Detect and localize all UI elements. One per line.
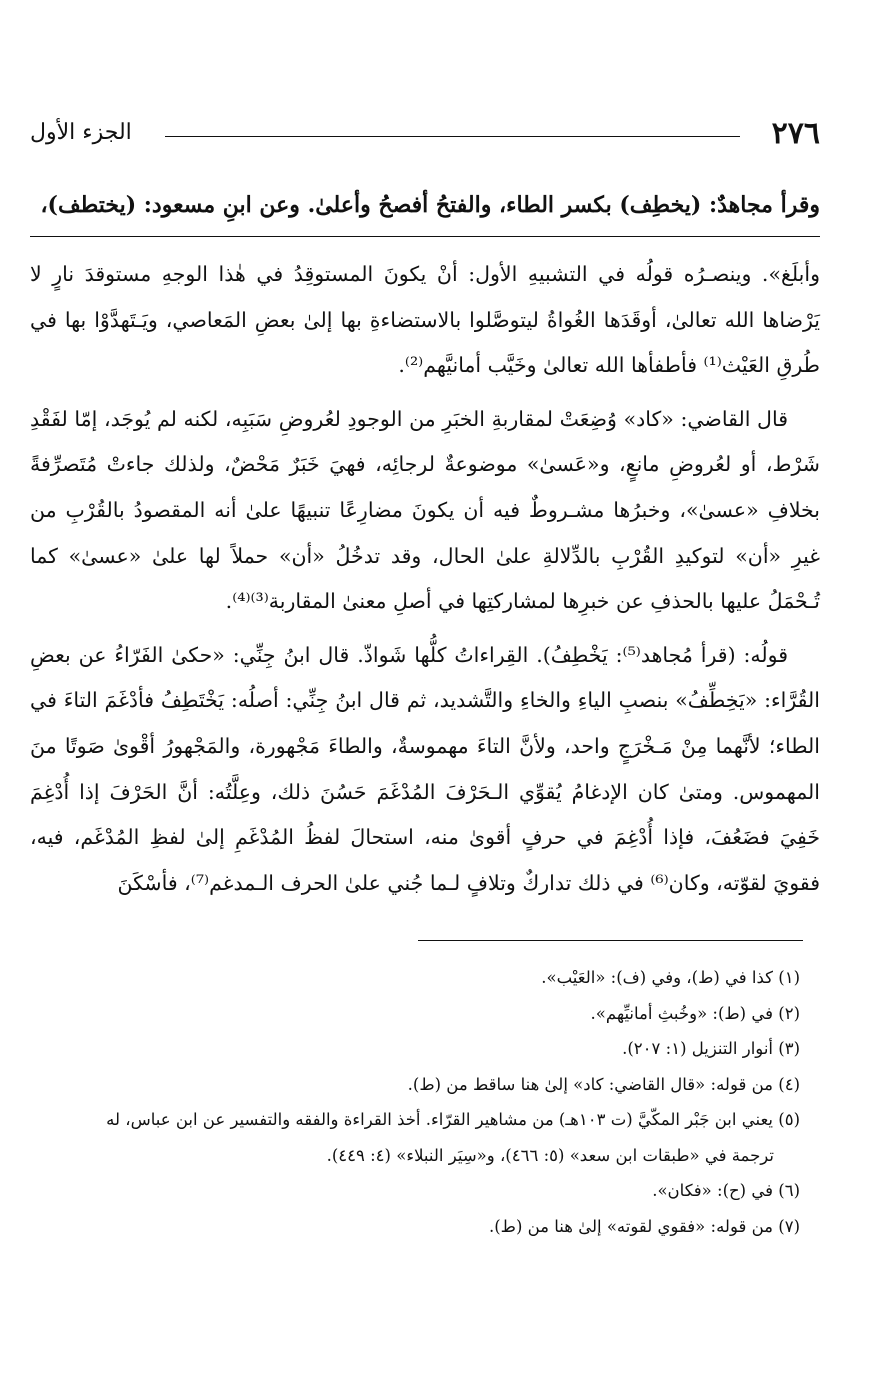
- footnote-4: (٤) من قوله: «قال القاضي: كاد» إلىٰ هنا ساقط من (ط).: [407, 1074, 800, 1094]
- volume-label: الجزء الأول: [30, 120, 132, 145]
- footnote-divider: [418, 940, 803, 941]
- footnote-3: (٣) أنوار التنزيل (١: ٢٠٧).: [622, 1039, 800, 1058]
- footnote-7: (٧) من قوله: «فقوي لقوته» إلىٰ هنا من (ط).: [489, 1216, 800, 1236]
- commentary-body: [30, 252, 820, 914]
- footnote-5-cont-text: ترجمة في «طبقات ابن سعد» (٥: ٤٦٦)، و«سِيَر النبلاء» (٤: ٤٤٩).: [326, 1145, 774, 1165]
- paragraph-2: قال القاضي: «كاد» وُضِعَتْ لمقاربةِ الخبَرِ من الوجودِ لعُروضِ سَبَبِه، لكنه لم يُوجَد، إمّا لفَقْدِ شَرْط، أو لعُروضِ مانعٍ، و«عَسىٰ» موضوعةٌ لرجائِه، فهيَ خَبَرٌ مَحْضٌ، ولذلك جاءتْ مُتَصرِّفةً بخلافِ «عسىٰ»، وخبرُها مشـروطٌ فيه أن يكونَ مضارِعًا تنبيهًا علىٰ أنه المقصودُ بالقُرْبِ من غيرِ «أن» لتوكيدِ القُرْبِ بالدِّلالةِ علىٰ الحال، وقد تدخُلُ «أن» حملاً لها علىٰ «عسىٰ» كما تُـحْمَلُ عليها بالحذفِ عن خبرِها لمشاركتِها في أصلِ معنىٰ المقاربة⁽³⁾⁽⁴⁾.: [30, 406, 820, 614]
- footnote-1: (١) كذا في (ط)، وفي (ف): «العَيْب».: [541, 968, 800, 987]
- matn-divider: [30, 236, 820, 237]
- footnote-2: (٢) في (ط): «وخُبثِ أمانيِّهم».: [590, 1003, 800, 1023]
- paragraph-3: قولُه: (قرأ مُجاهد⁽⁵⁾: يَخْطِفُ). القِراءاتُ كلُّها شَواذّ. قال ابنُ جِنِّي: «حكىٰ الفَرّاءُ عن بعضِ القُرَّاء: «يَخِطِّفُ» بنصبِ الياءِ والخاءِ والتَّشديد، ثم قال ابنُ جِنِّي: أصلُه: يَخْتَطِفُ فأدْغَمَ التاءَ في الطاء؛ لأنَّهما مِنْ مَـخْرَجٍ واحد، ولأنَّ التاءَ مهموسةٌ، والطاءَ مَجْهورة، والمَجْهورُ أقْوىٰ صَوتًا منَ المهموس. ومتىٰ كان الإدغامُ يُقوِّي الـحَرْفَ المُدْغَمَ حَسُنَ ذلك، وعِلَّتُه: أنَّ الحَرْفَ إذا أُدْغِمَ خَفِيَ فضَعُفَ، فإذا أُدْغِمَ في حرفٍ أقوىٰ منه، استحالَ لفظُ المُدْغَمِ إلىٰ لفظِ المُدْغَم، فيه، فقويَ لقوّته، وكان⁽⁶⁾ في ذلك تداركٌ وتلافٍ لـما جُني علىٰ الحرف الـمدغم⁽⁷⁾، فأسْكَنَ: [30, 642, 820, 895]
- running-header: [30, 116, 820, 156]
- footnotes: [30, 960, 800, 1244]
- footnote-5-continuation: [30, 1138, 800, 1174]
- footnote-6: (٦) في (ح): «فكان».: [652, 1181, 800, 1200]
- page-number: ٢٧٦: [771, 116, 820, 151]
- header-rule: [165, 136, 740, 137]
- matn-text: وقرأ مجاهدٌ: (يخطِف) بكسر الطاء، والفتحُ أفصحُ وأعلىٰ. وعن ابنِ مسعود: (يختطف)،: [40, 192, 820, 218]
- paragraph-1: وأبلَغ». وينصـرُه قولُه في التشبيهِ الأول: أنْ يكونَ المستوقِدُ في هٰذا الوجهِ مستوقدَ نارٍ لا يَرْضاها الله تعالىٰ، أوقَدَها الغُواةُ ليتوصَّلوا بالاستضاءةِ بها إلىٰ بعضِ المَعاصي، ويَـتَهدَّوْا بها في طُرقِ العَيْث⁽¹⁾ فأطفأها الله تعالىٰ وخَيَّب أمانيَّهم⁽²⁾.: [30, 262, 820, 378]
- footnote-5: (٥) يعني ابن جَبْر المكّيَّ (ت ١٠٣هـ) من مشاهير القرّاء. أخذ القراءة والفقه والتفسير عن ابن عباس، له: [106, 1110, 800, 1129]
